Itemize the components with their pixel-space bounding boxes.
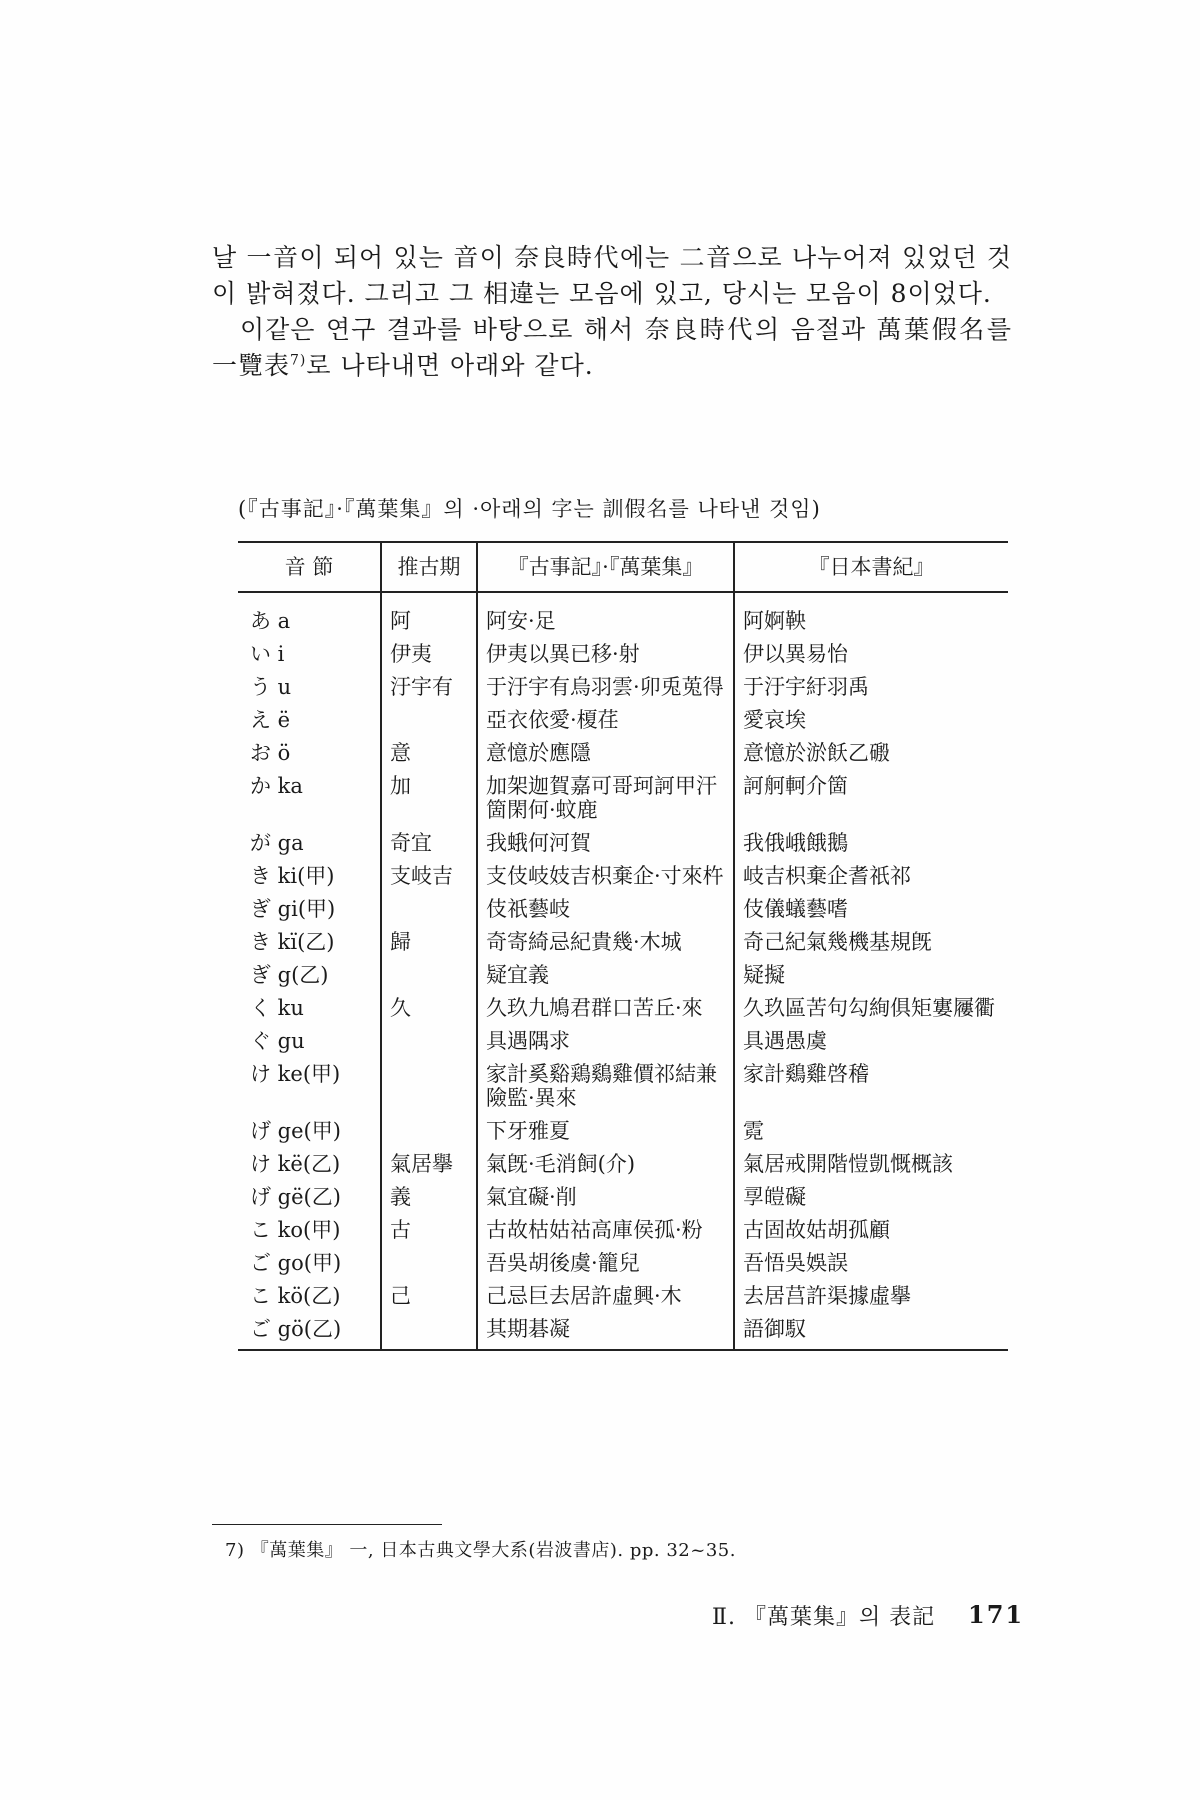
paragraph-1: 날 一音이 되어 있는 音이 奈良時代에는 二音으로 나누어져 있었던 것이 밝혀졌다. 그리고 그 相違는 모음에 있고, 당시는 모음이 8이었다. (212, 243, 1012, 308)
table-row (238, 992, 1008, 1025)
cell-syllable: う u (250, 675, 292, 699)
cell-kojiki-manyoshu: 氣宜礙·削 (477, 1181, 734, 1214)
cell-syllable: ぎ gi(甲) (250, 897, 336, 921)
cell-suiko (381, 1025, 477, 1058)
footnote: 7) 『萬葉集』 一, 日本古典文學大系(岩波書店). pp. 32~35. (225, 1540, 736, 1561)
table-row (238, 737, 1008, 770)
cell-nihon-shoki: 具遇愚虞 (734, 1025, 1008, 1058)
header-nihon-shoki: 『日本書紀』 (734, 542, 1008, 592)
cell-syllable: き kï(乙) (250, 930, 335, 954)
table-header-row (238, 542, 1008, 592)
cell-kojiki-manyoshu: 氣旣·毛消飼(介) (477, 1148, 734, 1181)
cell-suiko: 伊夷 (381, 638, 477, 671)
table-row (238, 1148, 1008, 1181)
table-row (238, 1280, 1008, 1313)
cell-syllable: け ke(甲) (250, 1062, 341, 1086)
cell-suiko: 加 (381, 770, 477, 827)
cell-nihon-shoki: 伊以異易怡 (734, 638, 1008, 671)
cell-nihon-shoki: 于汙宇紆羽禹 (734, 671, 1008, 704)
table-row (238, 1058, 1008, 1115)
cell-kojiki-manyoshu: 阿安·足 (477, 592, 734, 638)
cell-nihon-shoki: 訶舸軻介箇 (734, 770, 1008, 827)
cell-nihon-shoki: 伎儀蟻藝嗜 (734, 893, 1008, 926)
table-row (238, 926, 1008, 959)
cell-nihon-shoki: 久玖區苦句勾絢俱矩寠屨衢 (734, 992, 1008, 1025)
footnote-marker: 7) (290, 352, 307, 369)
cell-nihon-shoki: 意憶於淤飫乙磤 (734, 737, 1008, 770)
cell-kojiki-manyoshu: 加架迦賀嘉可哥珂訶甲汗箇閑何·蚊鹿 (477, 770, 734, 827)
header-syllable: 音 節 (238, 542, 381, 592)
man-yogana-table (238, 541, 1008, 1351)
paragraph-2 (212, 312, 1012, 384)
header-suiko-period: 推古期 (381, 542, 477, 592)
table-row (238, 860, 1008, 893)
cell-suiko: 久 (381, 992, 477, 1025)
cell-kojiki-manyoshu: 古故枯姑祜高庫侯孤·粉 (477, 1214, 734, 1247)
cell-suiko: 古 (381, 1214, 477, 1247)
cell-suiko (381, 1313, 477, 1350)
cell-nihon-shoki: 霓 (734, 1115, 1008, 1148)
cell-suiko: 阿 (381, 592, 477, 638)
table-row (238, 638, 1008, 671)
table-body (238, 592, 1008, 1350)
cell-suiko: 汙宇有 (381, 671, 477, 704)
cell-syllable: ぎ g(乙) (250, 963, 329, 987)
paragraph-2-tail: 로 나타내면 아래와 같다. (306, 351, 594, 380)
cell-suiko: 奇宜 (381, 827, 477, 860)
cell-suiko (381, 1115, 477, 1148)
cell-suiko: 意 (381, 737, 477, 770)
cell-kojiki-manyoshu: 己忌巨去居許虛興·木 (477, 1280, 734, 1313)
cell-syllable: く ku (250, 996, 304, 1020)
cell-syllable: お ö (250, 741, 291, 765)
cell-kojiki-manyoshu: 意憶於應隱 (477, 737, 734, 770)
cell-syllable: こ kö(乙) (250, 1284, 341, 1308)
body-text (212, 240, 1012, 384)
cell-kojiki-manyoshu: 伊夷以異已移·射 (477, 638, 734, 671)
footnote-divider (212, 1524, 442, 1525)
cell-suiko: 義 (381, 1181, 477, 1214)
running-footer: Ⅱ. 『萬葉集』의 表記 (712, 1605, 936, 1630)
cell-nihon-shoki: 古固故姑胡孤顧 (734, 1214, 1008, 1247)
cell-kojiki-manyoshu: 具遇隅求 (477, 1025, 734, 1058)
cell-kojiki-manyoshu: 家計奚谿鶏鷄雞價祁結兼險監·異來 (477, 1058, 734, 1115)
cell-suiko: 歸 (381, 926, 477, 959)
table-row (238, 671, 1008, 704)
cell-nihon-shoki: 疑擬 (734, 959, 1008, 992)
cell-kojiki-manyoshu: 下牙雅夏 (477, 1115, 734, 1148)
table-row (238, 1313, 1008, 1350)
table-row (238, 827, 1008, 860)
cell-suiko: 支岐吉 (381, 860, 477, 893)
cell-kojiki-manyoshu: 支伎岐妓吉枳棄企·寸來杵 (477, 860, 734, 893)
table-row (238, 1214, 1008, 1247)
cell-kojiki-manyoshu: 久玖九鳩君群口苦丘·來 (477, 992, 734, 1025)
table-row (238, 1025, 1008, 1058)
cell-kojiki-manyoshu: 亞衣依愛·榎荏 (477, 704, 734, 737)
cell-nihon-shoki: 吾悟吳娛誤 (734, 1247, 1008, 1280)
cell-kojiki-manyoshu: 吾吳胡後虞·籠兒 (477, 1247, 734, 1280)
cell-syllable: げ gë(乙) (250, 1185, 341, 1209)
cell-syllable: あ a (250, 609, 291, 633)
table-row (238, 704, 1008, 737)
paragraph-2-main: 이같은 연구 결과를 바탕으로 해서 奈良時代의 음절과 萬葉假名를 一覽表 (212, 315, 1012, 380)
cell-nihon-shoki: 家計鷄雞啓稽 (734, 1058, 1008, 1115)
cell-syllable: ぐ gu (250, 1029, 305, 1053)
cell-nihon-shoki: 岐吉枳棄企耆祇祁 (734, 860, 1008, 893)
cell-suiko (381, 959, 477, 992)
cell-kojiki-manyoshu: 其期碁凝 (477, 1313, 734, 1350)
cell-kojiki-manyoshu: 于汙宇有烏羽雲·卯兎莵得 (477, 671, 734, 704)
cell-syllable: え ë (250, 708, 291, 732)
cell-nihon-shoki: 奇己紀氣幾機基規旣 (734, 926, 1008, 959)
table-row (238, 959, 1008, 992)
table-row (238, 1181, 1008, 1214)
cell-nihon-shoki: 孠皚礙 (734, 1181, 1008, 1214)
cell-suiko (381, 893, 477, 926)
table-caption: (『古事記』·『萬葉集』의 ·아래의 字는 訓假名를 나타낸 것임) (238, 497, 821, 521)
cell-syllable: こ ko(甲) (250, 1218, 341, 1242)
cell-syllable: け kë(乙) (250, 1152, 341, 1176)
cell-syllable: き ki(甲) (250, 864, 335, 888)
table-row (238, 592, 1008, 638)
cell-syllable: か ka (250, 774, 303, 798)
cell-kojiki-manyoshu: 伎祇藝岐 (477, 893, 734, 926)
cell-syllable: ご go(甲) (250, 1251, 342, 1275)
table-row (238, 770, 1008, 827)
cell-syllable: が ga (250, 831, 304, 855)
cell-suiko: 己 (381, 1280, 477, 1313)
table-row (238, 1247, 1008, 1280)
cell-nihon-shoki: 阿婀鞅 (734, 592, 1008, 638)
cell-syllable: ご gö(乙) (238, 1313, 381, 1350)
cell-syllable: い i (250, 642, 285, 666)
cell-kojiki-manyoshu: 奇寄綺忌紀貴幾·木城 (477, 926, 734, 959)
cell-syllable: げ ge(甲) (250, 1119, 341, 1143)
cell-nihon-shoki: 語御馭 (734, 1313, 1008, 1350)
cell-suiko: 氣居擧 (381, 1148, 477, 1181)
cell-suiko (381, 704, 477, 737)
cell-suiko (381, 1058, 477, 1115)
table-row (238, 1115, 1008, 1148)
header-kojiki-manyoshu: 『古事記』·『萬葉集』 (477, 542, 734, 592)
cell-nihon-shoki: 我俄峨餓鵝 (734, 827, 1008, 860)
cell-suiko (381, 1247, 477, 1280)
cell-kojiki-manyoshu: 疑宜義 (477, 959, 734, 992)
cell-kojiki-manyoshu: 我蛾何河賀 (477, 827, 734, 860)
page-number: 171 (968, 1600, 1025, 1629)
cell-nihon-shoki: 愛哀埃 (734, 704, 1008, 737)
table-row (238, 893, 1008, 926)
cell-nihon-shoki: 氣居戒開階愷凱慨概該 (734, 1148, 1008, 1181)
cell-nihon-shoki: 去居莒許渠據虛擧 (734, 1280, 1008, 1313)
